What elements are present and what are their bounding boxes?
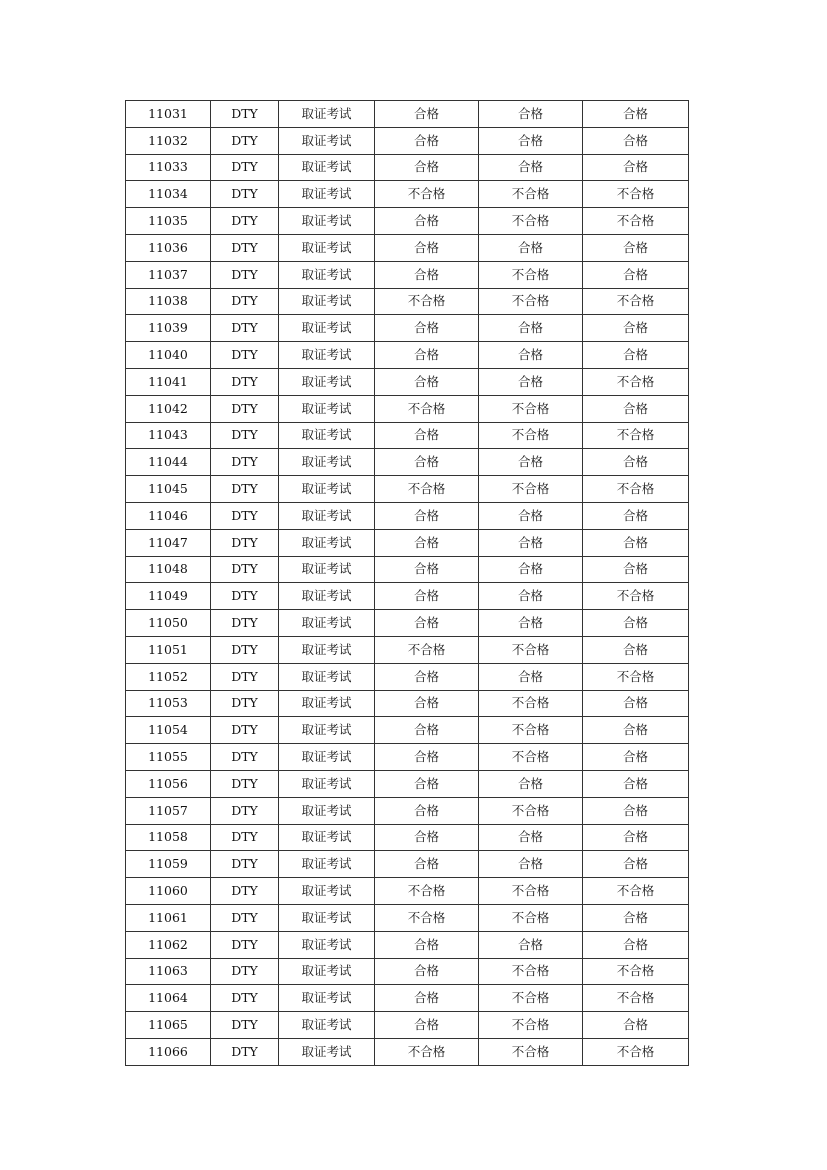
table-row bbox=[126, 1038, 689, 1065]
cell-result-1: 不合格 bbox=[375, 181, 479, 208]
cell-result-1: 合格 bbox=[375, 261, 479, 288]
cell-category: DTY bbox=[211, 770, 279, 797]
cell-candidate-id: 11063 bbox=[126, 958, 211, 985]
cell-candidate-id: 11031 bbox=[126, 101, 211, 128]
table-row bbox=[126, 476, 689, 503]
cell-result-3: 不合格 bbox=[583, 208, 689, 235]
cell-result-1: 合格 bbox=[375, 851, 479, 878]
cell-exam-type: 取证考试 bbox=[279, 824, 375, 851]
cell-result-1: 合格 bbox=[375, 690, 479, 717]
cell-result-2: 合格 bbox=[479, 770, 583, 797]
cell-candidate-id: 11047 bbox=[126, 529, 211, 556]
cell-result-2: 不合格 bbox=[479, 208, 583, 235]
results-table-body bbox=[126, 101, 689, 1066]
cell-category: DTY bbox=[211, 101, 279, 128]
cell-candidate-id: 11062 bbox=[126, 931, 211, 958]
cell-result-2: 不合格 bbox=[479, 985, 583, 1012]
cell-result-3: 合格 bbox=[583, 101, 689, 128]
cell-exam-type: 取证考试 bbox=[279, 851, 375, 878]
cell-exam-type: 取证考试 bbox=[279, 529, 375, 556]
cell-category: DTY bbox=[211, 422, 279, 449]
cell-candidate-id: 11041 bbox=[126, 368, 211, 395]
cell-result-2: 合格 bbox=[479, 663, 583, 690]
cell-category: DTY bbox=[211, 368, 279, 395]
cell-result-3: 不合格 bbox=[583, 663, 689, 690]
cell-result-1: 合格 bbox=[375, 449, 479, 476]
cell-category: DTY bbox=[211, 476, 279, 503]
cell-result-2: 合格 bbox=[479, 824, 583, 851]
cell-result-1: 合格 bbox=[375, 1012, 479, 1039]
cell-result-3: 合格 bbox=[583, 744, 689, 771]
cell-result-3: 合格 bbox=[583, 127, 689, 154]
cell-candidate-id: 11056 bbox=[126, 770, 211, 797]
cell-result-2: 合格 bbox=[479, 851, 583, 878]
cell-candidate-id: 11035 bbox=[126, 208, 211, 235]
cell-candidate-id: 11044 bbox=[126, 449, 211, 476]
cell-category: DTY bbox=[211, 315, 279, 342]
cell-result-1: 不合格 bbox=[375, 878, 479, 905]
cell-result-2: 合格 bbox=[479, 342, 583, 369]
cell-result-1: 合格 bbox=[375, 797, 479, 824]
cell-category: DTY bbox=[211, 529, 279, 556]
cell-result-2: 合格 bbox=[479, 610, 583, 637]
cell-exam-type: 取证考试 bbox=[279, 610, 375, 637]
cell-exam-type: 取证考试 bbox=[279, 502, 375, 529]
cell-exam-type: 取证考试 bbox=[279, 744, 375, 771]
cell-result-2: 不合格 bbox=[479, 744, 583, 771]
cell-category: DTY bbox=[211, 958, 279, 985]
cell-result-2: 合格 bbox=[479, 556, 583, 583]
cell-result-2: 合格 bbox=[479, 101, 583, 128]
cell-category: DTY bbox=[211, 663, 279, 690]
cell-category: DTY bbox=[211, 449, 279, 476]
cell-result-1: 不合格 bbox=[375, 288, 479, 315]
cell-result-1: 不合格 bbox=[375, 904, 479, 931]
cell-result-3: 合格 bbox=[583, 1012, 689, 1039]
cell-result-1: 合格 bbox=[375, 958, 479, 985]
cell-exam-type: 取证考试 bbox=[279, 717, 375, 744]
cell-category: DTY bbox=[211, 1038, 279, 1065]
table-row bbox=[126, 342, 689, 369]
cell-result-3: 合格 bbox=[583, 931, 689, 958]
cell-candidate-id: 11034 bbox=[126, 181, 211, 208]
cell-result-3: 合格 bbox=[583, 824, 689, 851]
cell-result-2: 不合格 bbox=[479, 1012, 583, 1039]
cell-result-2: 合格 bbox=[479, 368, 583, 395]
cell-result-3: 合格 bbox=[583, 851, 689, 878]
cell-result-3: 合格 bbox=[583, 342, 689, 369]
cell-result-3: 不合格 bbox=[583, 958, 689, 985]
table-row bbox=[126, 502, 689, 529]
cell-exam-type: 取证考试 bbox=[279, 797, 375, 824]
table-row bbox=[126, 449, 689, 476]
cell-candidate-id: 11058 bbox=[126, 824, 211, 851]
table-row bbox=[126, 797, 689, 824]
cell-result-3: 不合格 bbox=[583, 1038, 689, 1065]
cell-category: DTY bbox=[211, 878, 279, 905]
cell-category: DTY bbox=[211, 904, 279, 931]
cell-result-1: 合格 bbox=[375, 529, 479, 556]
cell-result-2: 不合格 bbox=[479, 690, 583, 717]
cell-result-3: 不合格 bbox=[583, 583, 689, 610]
cell-result-1: 合格 bbox=[375, 663, 479, 690]
table-row bbox=[126, 127, 689, 154]
cell-candidate-id: 11037 bbox=[126, 261, 211, 288]
cell-candidate-id: 11052 bbox=[126, 663, 211, 690]
cell-result-3: 合格 bbox=[583, 261, 689, 288]
results-table bbox=[125, 100, 689, 1066]
cell-result-2: 不合格 bbox=[479, 1038, 583, 1065]
cell-category: DTY bbox=[211, 824, 279, 851]
table-row bbox=[126, 422, 689, 449]
cell-candidate-id: 11065 bbox=[126, 1012, 211, 1039]
cell-category: DTY bbox=[211, 851, 279, 878]
cell-candidate-id: 11036 bbox=[126, 234, 211, 261]
cell-exam-type: 取证考试 bbox=[279, 208, 375, 235]
cell-exam-type: 取证考试 bbox=[279, 1012, 375, 1039]
cell-exam-type: 取证考试 bbox=[279, 985, 375, 1012]
cell-result-3: 不合格 bbox=[583, 368, 689, 395]
cell-candidate-id: 11039 bbox=[126, 315, 211, 342]
cell-exam-type: 取证考试 bbox=[279, 395, 375, 422]
cell-candidate-id: 11038 bbox=[126, 288, 211, 315]
cell-exam-type: 取证考试 bbox=[279, 342, 375, 369]
cell-candidate-id: 11043 bbox=[126, 422, 211, 449]
cell-exam-type: 取证考试 bbox=[279, 878, 375, 905]
cell-result-2: 合格 bbox=[479, 127, 583, 154]
cell-result-1: 合格 bbox=[375, 342, 479, 369]
cell-exam-type: 取证考试 bbox=[279, 958, 375, 985]
table-row bbox=[126, 931, 689, 958]
cell-result-2: 合格 bbox=[479, 583, 583, 610]
cell-category: DTY bbox=[211, 261, 279, 288]
cell-result-1: 合格 bbox=[375, 422, 479, 449]
cell-result-3: 合格 bbox=[583, 154, 689, 181]
cell-result-3: 合格 bbox=[583, 904, 689, 931]
cell-candidate-id: 11064 bbox=[126, 985, 211, 1012]
cell-result-2: 合格 bbox=[479, 529, 583, 556]
cell-exam-type: 取证考试 bbox=[279, 181, 375, 208]
cell-exam-type: 取证考试 bbox=[279, 690, 375, 717]
cell-result-1: 合格 bbox=[375, 127, 479, 154]
cell-category: DTY bbox=[211, 610, 279, 637]
cell-category: DTY bbox=[211, 556, 279, 583]
cell-result-1: 合格 bbox=[375, 234, 479, 261]
cell-result-2: 不合格 bbox=[479, 958, 583, 985]
cell-category: DTY bbox=[211, 636, 279, 663]
cell-candidate-id: 11053 bbox=[126, 690, 211, 717]
cell-exam-type: 取证考试 bbox=[279, 288, 375, 315]
cell-exam-type: 取证考试 bbox=[279, 1038, 375, 1065]
cell-candidate-id: 11032 bbox=[126, 127, 211, 154]
table-row bbox=[126, 261, 689, 288]
cell-exam-type: 取证考试 bbox=[279, 663, 375, 690]
table-row bbox=[126, 101, 689, 128]
table-row bbox=[126, 690, 689, 717]
cell-category: DTY bbox=[211, 234, 279, 261]
cell-result-2: 合格 bbox=[479, 449, 583, 476]
cell-result-1: 合格 bbox=[375, 583, 479, 610]
cell-result-3: 不合格 bbox=[583, 878, 689, 905]
cell-candidate-id: 11049 bbox=[126, 583, 211, 610]
table-row bbox=[126, 234, 689, 261]
cell-exam-type: 取证考试 bbox=[279, 315, 375, 342]
cell-result-2: 不合格 bbox=[479, 261, 583, 288]
cell-result-3: 合格 bbox=[583, 636, 689, 663]
cell-exam-type: 取证考试 bbox=[279, 636, 375, 663]
cell-result-2: 不合格 bbox=[479, 181, 583, 208]
table-row bbox=[126, 663, 689, 690]
cell-result-3: 合格 bbox=[583, 690, 689, 717]
cell-candidate-id: 11050 bbox=[126, 610, 211, 637]
cell-result-1: 不合格 bbox=[375, 636, 479, 663]
cell-category: DTY bbox=[211, 154, 279, 181]
cell-exam-type: 取证考试 bbox=[279, 234, 375, 261]
cell-result-3: 合格 bbox=[583, 395, 689, 422]
cell-result-3: 合格 bbox=[583, 717, 689, 744]
table-row bbox=[126, 288, 689, 315]
table-row bbox=[126, 556, 689, 583]
cell-exam-type: 取证考试 bbox=[279, 931, 375, 958]
cell-result-3: 合格 bbox=[583, 797, 689, 824]
table-row bbox=[126, 824, 689, 851]
cell-exam-type: 取证考试 bbox=[279, 770, 375, 797]
cell-result-1: 不合格 bbox=[375, 395, 479, 422]
cell-exam-type: 取证考试 bbox=[279, 476, 375, 503]
cell-category: DTY bbox=[211, 1012, 279, 1039]
table-row bbox=[126, 985, 689, 1012]
table-row bbox=[126, 878, 689, 905]
cell-candidate-id: 11042 bbox=[126, 395, 211, 422]
table-row bbox=[126, 315, 689, 342]
cell-category: DTY bbox=[211, 288, 279, 315]
cell-exam-type: 取证考试 bbox=[279, 422, 375, 449]
cell-result-2: 合格 bbox=[479, 234, 583, 261]
cell-result-3: 合格 bbox=[583, 529, 689, 556]
cell-result-1: 合格 bbox=[375, 610, 479, 637]
cell-result-1: 合格 bbox=[375, 208, 479, 235]
cell-category: DTY bbox=[211, 985, 279, 1012]
cell-exam-type: 取证考试 bbox=[279, 154, 375, 181]
cell-category: DTY bbox=[211, 690, 279, 717]
cell-result-2: 不合格 bbox=[479, 288, 583, 315]
cell-category: DTY bbox=[211, 502, 279, 529]
cell-candidate-id: 11061 bbox=[126, 904, 211, 931]
cell-result-1: 合格 bbox=[375, 985, 479, 1012]
table-row bbox=[126, 717, 689, 744]
cell-result-2: 不合格 bbox=[479, 422, 583, 449]
cell-result-1: 合格 bbox=[375, 770, 479, 797]
cell-result-3: 合格 bbox=[583, 502, 689, 529]
cell-candidate-id: 11045 bbox=[126, 476, 211, 503]
cell-exam-type: 取证考试 bbox=[279, 101, 375, 128]
cell-candidate-id: 11054 bbox=[126, 717, 211, 744]
cell-candidate-id: 11033 bbox=[126, 154, 211, 181]
cell-category: DTY bbox=[211, 931, 279, 958]
cell-category: DTY bbox=[211, 395, 279, 422]
cell-exam-type: 取证考试 bbox=[279, 368, 375, 395]
cell-exam-type: 取证考试 bbox=[279, 904, 375, 931]
table-row bbox=[126, 851, 689, 878]
cell-result-1: 合格 bbox=[375, 931, 479, 958]
cell-candidate-id: 11048 bbox=[126, 556, 211, 583]
cell-result-2: 合格 bbox=[479, 502, 583, 529]
cell-exam-type: 取证考试 bbox=[279, 449, 375, 476]
cell-category: DTY bbox=[211, 717, 279, 744]
cell-result-3: 不合格 bbox=[583, 476, 689, 503]
cell-candidate-id: 11066 bbox=[126, 1038, 211, 1065]
cell-category: DTY bbox=[211, 127, 279, 154]
cell-result-1: 合格 bbox=[375, 154, 479, 181]
table-row bbox=[126, 958, 689, 985]
cell-category: DTY bbox=[211, 744, 279, 771]
cell-result-1: 不合格 bbox=[375, 1038, 479, 1065]
cell-result-2: 合格 bbox=[479, 154, 583, 181]
cell-result-2: 不合格 bbox=[479, 878, 583, 905]
cell-result-3: 不合格 bbox=[583, 985, 689, 1012]
cell-result-3: 合格 bbox=[583, 234, 689, 261]
cell-result-2: 不合格 bbox=[479, 476, 583, 503]
cell-category: DTY bbox=[211, 181, 279, 208]
cell-category: DTY bbox=[211, 342, 279, 369]
cell-exam-type: 取证考试 bbox=[279, 556, 375, 583]
cell-result-3: 合格 bbox=[583, 449, 689, 476]
cell-result-2: 不合格 bbox=[479, 904, 583, 931]
cell-candidate-id: 11059 bbox=[126, 851, 211, 878]
cell-result-3: 不合格 bbox=[583, 181, 689, 208]
table-row bbox=[126, 395, 689, 422]
cell-result-3: 合格 bbox=[583, 556, 689, 583]
cell-result-1: 合格 bbox=[375, 315, 479, 342]
table-row bbox=[126, 904, 689, 931]
cell-candidate-id: 11057 bbox=[126, 797, 211, 824]
cell-result-3: 合格 bbox=[583, 315, 689, 342]
cell-category: DTY bbox=[211, 583, 279, 610]
cell-candidate-id: 11060 bbox=[126, 878, 211, 905]
cell-result-1: 合格 bbox=[375, 717, 479, 744]
table-row bbox=[126, 744, 689, 771]
table-row bbox=[126, 208, 689, 235]
cell-result-2: 合格 bbox=[479, 315, 583, 342]
table-row bbox=[126, 610, 689, 637]
cell-category: DTY bbox=[211, 208, 279, 235]
table-row bbox=[126, 529, 689, 556]
cell-result-1: 合格 bbox=[375, 824, 479, 851]
cell-exam-type: 取证考试 bbox=[279, 261, 375, 288]
cell-candidate-id: 11046 bbox=[126, 502, 211, 529]
cell-result-2: 不合格 bbox=[479, 797, 583, 824]
cell-result-3: 合格 bbox=[583, 770, 689, 797]
cell-result-3: 合格 bbox=[583, 610, 689, 637]
table-row bbox=[126, 1012, 689, 1039]
cell-result-1: 合格 bbox=[375, 101, 479, 128]
cell-candidate-id: 11051 bbox=[126, 636, 211, 663]
cell-result-3: 不合格 bbox=[583, 288, 689, 315]
cell-result-2: 不合格 bbox=[479, 717, 583, 744]
cell-exam-type: 取证考试 bbox=[279, 583, 375, 610]
table-row bbox=[126, 636, 689, 663]
cell-result-1: 合格 bbox=[375, 502, 479, 529]
cell-exam-type: 取证考试 bbox=[279, 127, 375, 154]
cell-category: DTY bbox=[211, 797, 279, 824]
cell-result-1: 合格 bbox=[375, 744, 479, 771]
cell-result-1: 合格 bbox=[375, 556, 479, 583]
table-row bbox=[126, 368, 689, 395]
cell-result-1: 合格 bbox=[375, 368, 479, 395]
cell-result-1: 不合格 bbox=[375, 476, 479, 503]
cell-candidate-id: 11055 bbox=[126, 744, 211, 771]
table-row bbox=[126, 154, 689, 181]
cell-result-2: 不合格 bbox=[479, 636, 583, 663]
table-row bbox=[126, 770, 689, 797]
cell-result-2: 合格 bbox=[479, 931, 583, 958]
table-row bbox=[126, 181, 689, 208]
cell-result-2: 不合格 bbox=[479, 395, 583, 422]
cell-candidate-id: 11040 bbox=[126, 342, 211, 369]
table-row bbox=[126, 583, 689, 610]
cell-result-3: 不合格 bbox=[583, 422, 689, 449]
